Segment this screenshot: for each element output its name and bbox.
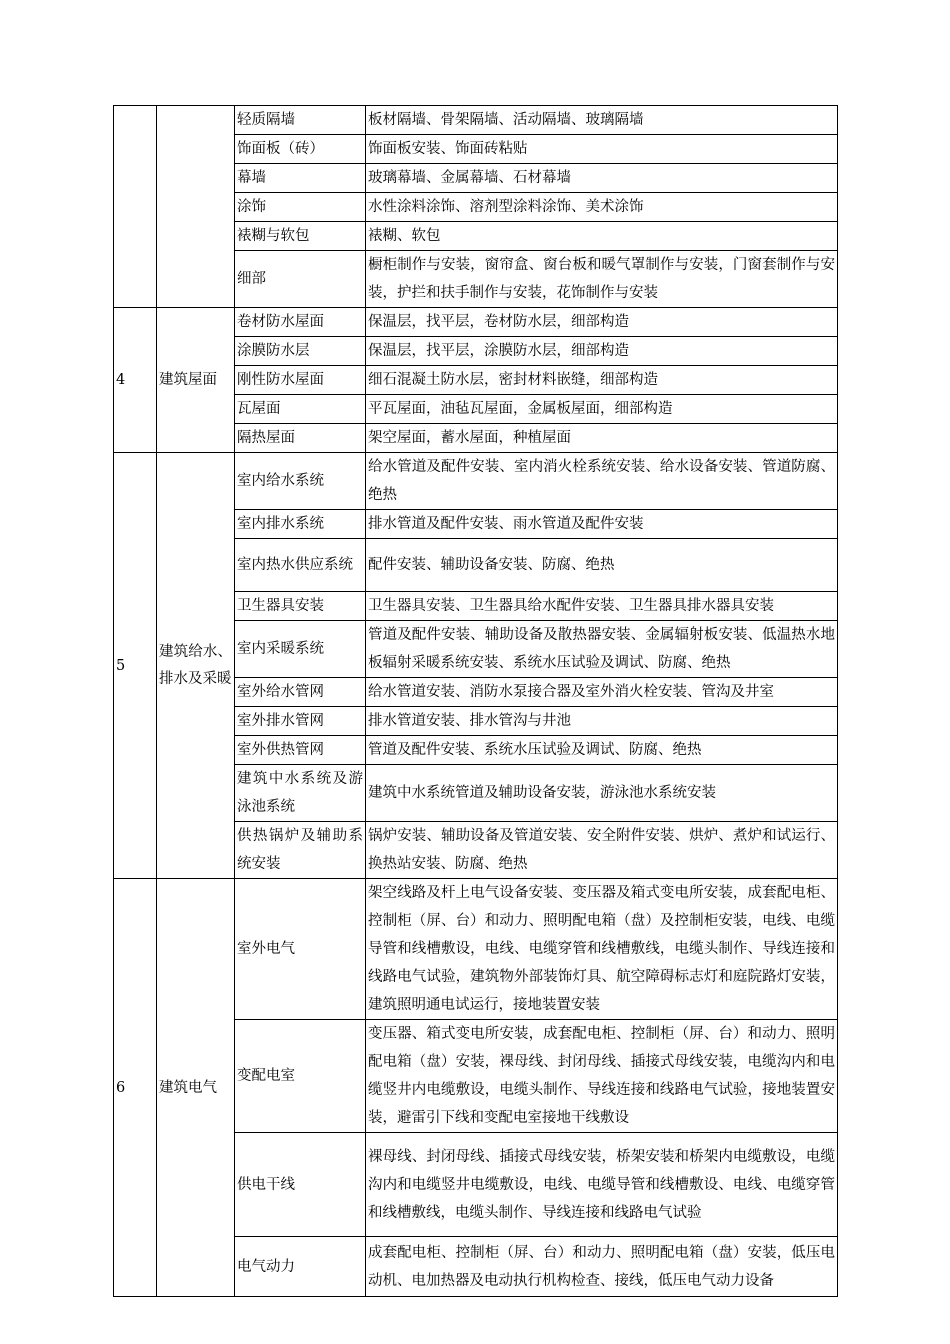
subdivision-cell: 细部 — [235, 251, 366, 308]
item-cell: 架空屋面，蓄水屋面，种植屋面 — [366, 424, 838, 453]
subdivision-cell: 涂膜防水层 — [235, 337, 366, 366]
item-cell: 给水管道安装、消防水泵接合器及室外消火栓安装、管沟及井室 — [366, 678, 838, 707]
item-cell: 保温层，找平层，卷材防水层，细部构造 — [366, 308, 838, 337]
item-cell: 配件安装、辅助设备安装、防腐、绝热 — [366, 539, 838, 592]
subdivision-cell: 卷材防水屋面 — [235, 308, 366, 337]
construction-division-table — [113, 105, 838, 1297]
number-cell — [114, 106, 157, 308]
table-row — [114, 879, 838, 1020]
subdivision-cell: 室外供热管网 — [235, 736, 366, 765]
item-cell: 架空线路及杆上电气设备安装、变压器及箱式变电所安装，成套配电柜、控制柜（屏、台）和动力、照明配电箱（盘）及控制柜安装，电线、电缆导管和线槽敷设，电线、电缆穿管和线槽敷线，电缆头制作、导线连接和线路电气试验，建筑物外部装饰灯具、航空障碍标志灯和庭院路灯安装，建筑照明通电试运行，接地装置安装 — [366, 879, 838, 1020]
item-cell: 建筑中水系统管道及辅助设备安装，游泳池水系统安装 — [366, 765, 838, 822]
item-cell: 成套配电柜、控制柜（屏、台）和动力、照明配电箱（盘）安装，低压电动机、电加热器及电动执行机构检查、接线，低压电气动力设备 — [366, 1237, 838, 1297]
subdivision-cell: 供电干线 — [235, 1133, 366, 1237]
subdivision-cell: 室外给水管网 — [235, 678, 366, 707]
item-cell: 变压器、箱式变电所安装，成套配电柜、控制柜（屏、台）和动力、照明配电箱（盘）安装，裸母线、封闭母线、插接式母线安装，电缆沟内和电缆竖井内电缆敷设，电缆头制作、导线连接和线路电气试验，接地装置安装，避雷引下线和变配电室接地干线敷设 — [366, 1020, 838, 1133]
item-cell: 平瓦屋面，油毡瓦屋面，金属板屋面，细部构造 — [366, 395, 838, 424]
item-cell: 管道及配件安装、辅助设备及散热器安装、金属辐射板安装、低温热水地板辐射采暖系统安装、系统水压试验及调试、防腐、绝热 — [366, 621, 838, 678]
subdivision-cell: 涂饰 — [235, 193, 366, 222]
subdivision-cell: 变配电室 — [235, 1020, 366, 1133]
subdivision-cell: 室内排水系统 — [235, 510, 366, 539]
item-cell: 给水管道及配件安装、室内消火栓系统安装、给水设备安装、管道防腐、绝热 — [366, 453, 838, 510]
subdivision-cell: 幕墙 — [235, 164, 366, 193]
item-cell: 水性涂料涂饰、溶剂型涂料涂饰、美术涂饰 — [366, 193, 838, 222]
division-cell: 建筑电气 — [157, 879, 235, 1297]
item-cell: 板材隔墙、骨架隔墙、活动隔墙、玻璃隔墙 — [366, 106, 838, 135]
number-cell: 6 — [114, 879, 157, 1297]
subdivision-cell: 室外电气 — [235, 879, 366, 1020]
subdivision-cell: 轻质隔墙 — [235, 106, 366, 135]
item-cell: 裱糊、软包 — [366, 222, 838, 251]
item-cell: 保温层，找平层，涂膜防水层，细部构造 — [366, 337, 838, 366]
subdivision-cell: 供热锅炉及辅助系统安装 — [235, 822, 366, 879]
subdivision-cell: 瓦屋面 — [235, 395, 366, 424]
item-cell: 排水管道及配件安装、雨水管道及配件安装 — [366, 510, 838, 539]
item-cell: 锅炉安装、辅助设备及管道安装、安全附件安装、烘炉、煮炉和试运行、换热站安装、防腐、绝热 — [366, 822, 838, 879]
item-cell: 管道及配件安装、系统水压试验及调试、防腐、绝热 — [366, 736, 838, 765]
table-row — [114, 308, 838, 337]
subdivision-cell: 电气动力 — [235, 1237, 366, 1297]
division-cell: 建筑给水、排水及采暖 — [157, 453, 235, 879]
item-cell: 细石混凝土防水层，密封材料嵌缝，细部构造 — [366, 366, 838, 395]
item-cell: 排水管道安装、排水管沟与井池 — [366, 707, 838, 736]
number-cell: 5 — [114, 453, 157, 879]
item-cell: 橱柜制作与安装，窗帘盒、窗台板和暖气罩制作与安装，门窗套制作与安装，护拦和扶手制作与安装，花饰制作与安装 — [366, 251, 838, 308]
table-row — [114, 106, 838, 135]
subdivision-cell: 建筑中水系统及游泳池系统 — [235, 765, 366, 822]
subdivision-cell: 裱糊与软包 — [235, 222, 366, 251]
item-cell: 裸母线、封闭母线、插接式母线安装，桥架安装和桥架内电缆敷设，电缆沟内和电缆竖井电缆敷设，电线、电缆导管和线槽敷设、电线、电缆穿管和线槽敷线，电缆头制作、导线连接和线路电气试验 — [366, 1133, 838, 1237]
item-cell: 饰面板安装、饰面砖粘贴 — [366, 135, 838, 164]
division-cell — [157, 106, 235, 308]
subdivision-cell: 室内给水系统 — [235, 453, 366, 510]
subdivision-cell: 卫生器具安装 — [235, 592, 366, 621]
item-cell: 卫生器具安装、卫生器具给水配件安装、卫生器具排水器具安装 — [366, 592, 838, 621]
subdivision-cell: 刚性防水屋面 — [235, 366, 366, 395]
table-row — [114, 453, 838, 510]
subdivision-cell: 室内采暖系统 — [235, 621, 366, 678]
subdivision-cell: 室外排水管网 — [235, 707, 366, 736]
subdivision-cell: 饰面板（砖） — [235, 135, 366, 164]
item-cell: 玻璃幕墙、金属幕墙、石材幕墙 — [366, 164, 838, 193]
division-cell: 建筑屋面 — [157, 308, 235, 453]
number-cell: 4 — [114, 308, 157, 453]
subdivision-cell: 隔热屋面 — [235, 424, 366, 453]
subdivision-cell: 室内热水供应系统 — [235, 539, 366, 592]
